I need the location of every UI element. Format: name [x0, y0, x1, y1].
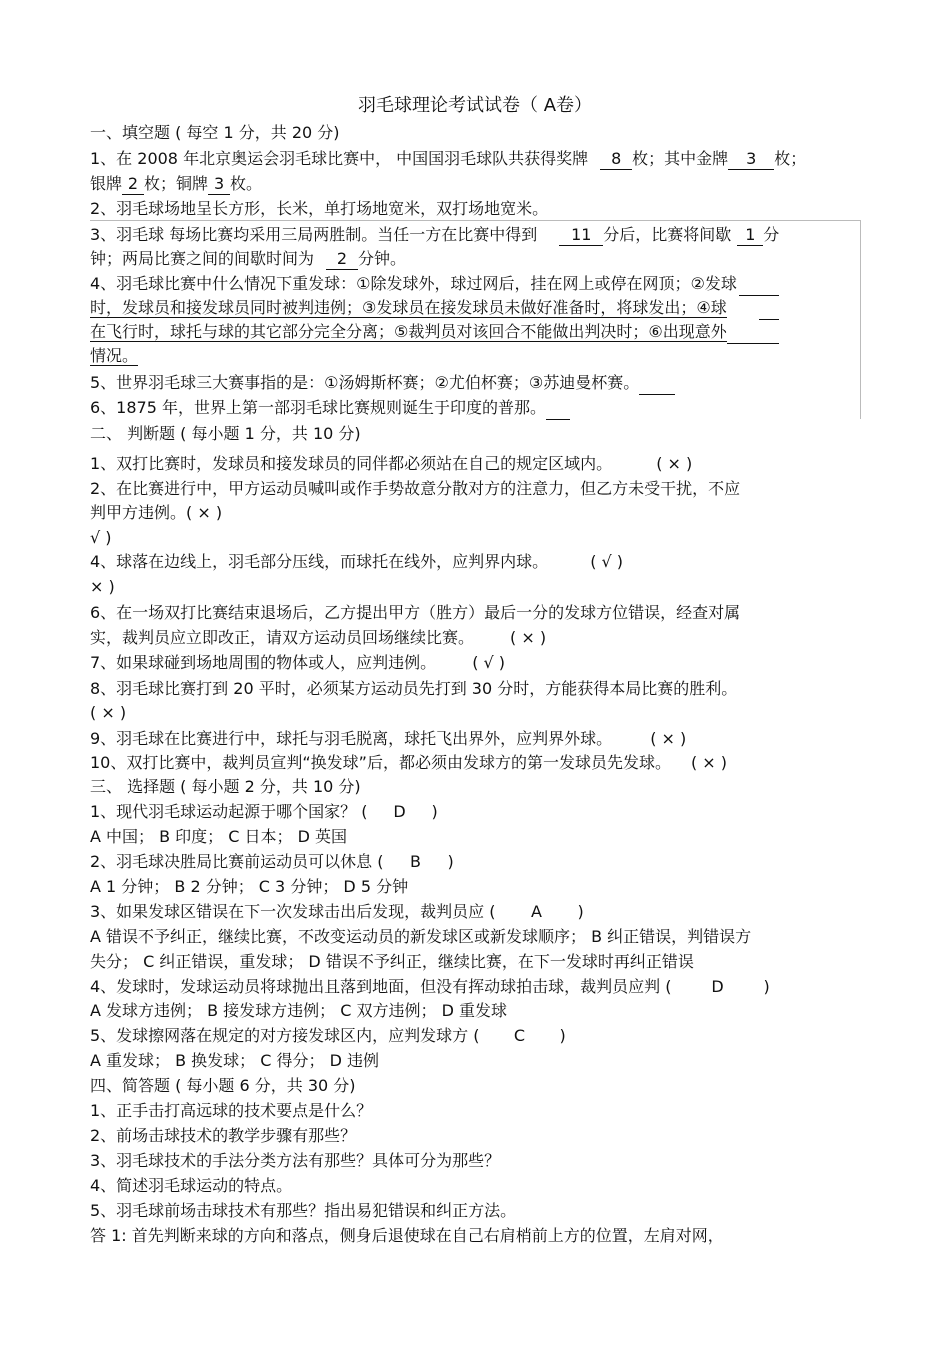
text: 枚。: [230, 174, 263, 193]
answer-blank: 3: [728, 149, 774, 170]
mc-q3-options-line2: 失分； C 纠正错误，重发球； D 错误不予纠正，继续比赛，在下一发球时再纠正错误: [90, 952, 694, 971]
tf-q5: × ): [90, 577, 115, 596]
answer-mark: ( × ): [656, 454, 693, 473]
text: 分: [763, 225, 780, 244]
answer-blank: 2: [326, 249, 358, 270]
tf-q2-line2: 判甲方违例。( × ): [90, 503, 223, 522]
mc-q1: [90, 801, 438, 823]
fill-q6: [90, 397, 570, 420]
text: 时，发球员和接发球员同时被判违例；③发球员在接发球员未做好准备时，将球发出；④球: [90, 298, 727, 317]
answer-underline: [727, 321, 779, 344]
text: 1、在 2008 年北京奥运会羽毛球比赛中， 中国国羽毛球队共获得奖牌: [90, 149, 589, 168]
sa-q2: 2、前场击球技术的教学步骤有那些？: [90, 1126, 357, 1145]
fill-q3-line1: [90, 224, 779, 246]
answer-blank: 1: [737, 225, 763, 246]
section-heading-short-answer: 四、简答题 ( 每小题 6 分，共 30 分): [90, 1076, 356, 1095]
answer-blank: 11: [559, 225, 603, 246]
answer-letter: B: [410, 852, 421, 871]
mc-q5: [90, 1025, 566, 1047]
answer-underline: [546, 397, 570, 420]
fill-q2: 2、羽毛球场地呈长方形，长米，单打场地宽米，双打场地宽米。: [90, 199, 549, 218]
text: 在飞行时，球托与球的其它部分完全分离；⑤裁判员对该回合不能做出判决时；⑥出现意外: [90, 322, 727, 341]
mc-q2-options: A 1 分钟； B 2 分钟； C 3 分钟； D 5 分钟: [90, 877, 409, 896]
answer-mark: ( √ ): [590, 552, 624, 571]
mc-q5-options: A 重发球； B 换发球； C 得分； D 违例: [90, 1051, 380, 1070]
tf-q3: √ ): [90, 528, 112, 547]
sa-q1: 1、正手击打高远球的技术要点是什么？: [90, 1101, 373, 1120]
tf-q8-line1: 8、羽毛球比赛打到 20 平时，必须某方运动员先打到 30 分时，方能获得本局比赛的胜利。: [90, 679, 738, 698]
text: 4、球落在边线上，羽毛部分压线，而球托在线外，应判界内球。: [90, 552, 549, 571]
text: 4、羽毛球比赛中什么情况下重发球：①除发球外，球过网后，挂在网上或停在网顶；②发球: [90, 274, 737, 293]
fill-q5: [90, 372, 675, 395]
fill-q1-line1: [90, 148, 806, 170]
text: 5、世界羽毛球三大赛事指的是：①汤姆斯杯赛；②尤伯杯赛；③苏迪曼杯赛。: [90, 373, 640, 392]
text: 6、1875 年，世界上第一部羽毛球比赛规则诞生于印度的普那。: [90, 398, 546, 417]
text: 2、羽毛球决胜局比赛前运动员可以休息 (: [90, 852, 384, 871]
mc-q4-options: A 发球方违例； B 接发球方违例； C 双方违例； D 重发球: [90, 1001, 508, 1020]
text: 1、双打比赛时，发球员和接发球员的同伴都必须站在自己的规定区域内。: [90, 454, 613, 473]
text: 5、发球擦网落在规定的对方接发球区内，应判发球方 (: [90, 1026, 480, 1045]
mc-q1-options: A 中国； B 印度； C 日本； D 英国: [90, 827, 348, 846]
answer-underline: [739, 273, 779, 296]
text: 1、现代羽毛球运动起源于哪个国家？ (: [90, 802, 368, 821]
sa-q4: 4、简述羽毛球运动的特点。: [90, 1176, 293, 1195]
answer-mark: ( × ): [510, 628, 547, 647]
text: ): [431, 802, 438, 821]
tf-q1: [90, 453, 692, 475]
answer-mark: ( × ): [650, 729, 687, 748]
text: ): [447, 852, 454, 871]
answer-underline: [759, 297, 779, 320]
text: 枚；铜牌: [144, 174, 209, 193]
tf-q9: [90, 728, 686, 750]
mc-q3: [90, 901, 584, 923]
fill-q4-line4: [90, 345, 138, 367]
page-title: 羽毛球理论考试试卷（ A卷）: [357, 95, 593, 116]
text: 枚；: [774, 149, 807, 168]
answer-blank: 8: [600, 149, 632, 170]
text: 4、发球时，发球运动员将球抛出且落到地面，但没有挥动球拍击球，裁判员应判 (: [90, 977, 672, 996]
fill-q1-line2: [90, 173, 262, 195]
answer-letter: C: [513, 1026, 526, 1045]
text: 7、如果球碰到场地周围的物体或人，应判违例。: [90, 653, 437, 672]
text: 情况。: [90, 346, 139, 365]
answer-underline: [639, 372, 675, 395]
mc-q3-options-line1: A 错误不予纠正，继续比赛，不改变运动员的新发球区或新发球顺序； B 纠正错误，判错误方: [90, 927, 752, 946]
text: ): [559, 1026, 566, 1045]
fill-q3-line2: [90, 248, 406, 270]
sa-q3: 3、羽毛球技术的手法分类方法有那些？具体可分为那些？: [90, 1151, 501, 1170]
text: 分后，比赛将间歇: [603, 225, 732, 244]
sa-answer-1: 答 1: 首先判断来球的方向和落点，侧身后退使球在自己右肩梢前上方的位置，左肩对网，: [90, 1226, 724, 1245]
text: 钟；两局比赛之间的间歇时间为: [90, 249, 315, 268]
mc-q4: [90, 976, 770, 998]
tf-q6-line2: [90, 627, 546, 649]
text: 实，裁判员应立即改正，请双方运动员回场继续比赛。: [90, 628, 475, 647]
answer-mark: ( × ): [690, 753, 728, 772]
tf-q4: [90, 551, 623, 573]
section-heading-true-false: 二、 判断题 ( 每小题 1 分，共 10 分): [90, 424, 361, 443]
text: ): [763, 977, 770, 996]
text: 3、如果发球区错误在下一次发球击出后发现，裁判员应 (: [90, 902, 496, 921]
answer-blank: 2: [122, 174, 144, 195]
text: 银牌: [90, 174, 123, 193]
fill-q4-line2: [90, 297, 779, 320]
tf-q2-line1: 2、在比赛进行中，甲方运动员喊叫或作手势故意分散对方的注意力，但乙方未受干扰，不应: [90, 479, 741, 498]
text: 分钟。: [358, 249, 407, 268]
text: 枚；其中金牌: [632, 149, 729, 168]
sa-q5: 5、羽毛球前场击球技术有那些？指出易犯错误和纠正方法。: [90, 1201, 517, 1220]
text: ): [577, 902, 584, 921]
section-heading-fill-in: 一、填空题 ( 每空 1 分，共 20 分): [90, 123, 340, 142]
mc-q2: [90, 851, 454, 873]
fill-q4-line1: [90, 273, 779, 296]
text: 10、双打比赛中，裁判员宣判“换发球”后，都必须由发球方的第一发球员先发球。: [90, 753, 671, 772]
answer-letter: D: [711, 977, 724, 996]
answer-blank: 3: [208, 174, 230, 195]
tf-q7: [90, 652, 505, 674]
text: 9、羽毛球在比赛进行中，球托与羽毛脱离，球托飞出界外，应判界外球。: [90, 729, 613, 748]
text: 3、羽毛球 每场比赛均采用三局两胜制。当任一方在比赛中得到: [90, 225, 538, 244]
tf-q10: [90, 752, 727, 774]
answer-letter: A: [531, 902, 542, 921]
section-heading-multiple-choice: 三、 选择题 ( 每小题 2 分，共 10 分): [90, 777, 361, 796]
answer-letter: D: [393, 802, 406, 821]
answer-mark: ( √ ): [472, 653, 506, 672]
tf-q8-line2: ( × ): [90, 703, 127, 722]
tf-q6-line1: 6、在一场双打比赛结束退场后，乙方提出甲方（胜方）最后一分的发球方位错误，经查对属: [90, 603, 741, 622]
fill-q4-line3: [90, 321, 779, 344]
